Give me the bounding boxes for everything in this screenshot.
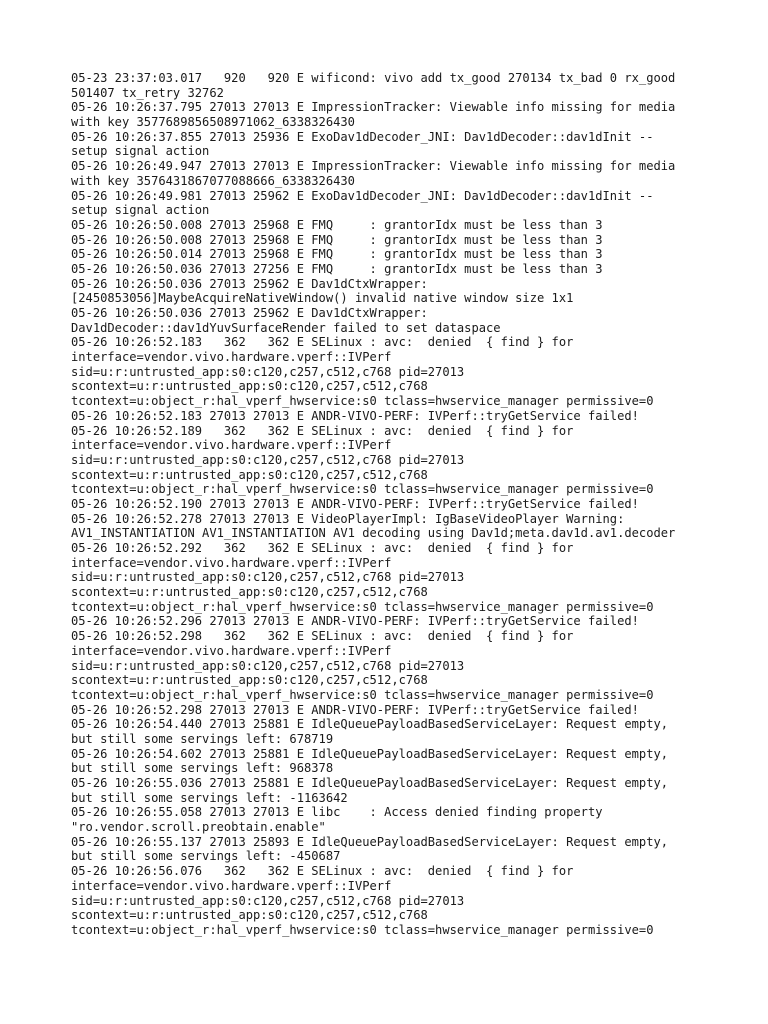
log-line: 05-26 10:26:50.036 27013 25962 E Dav1dCtxWrapper:	[71, 306, 428, 320]
log-line: 05-26 10:26:52.298 362 362 E SELinux : avc: denied { find } for	[71, 629, 574, 644]
log-line: but still some servings left: 678719	[71, 731, 334, 746]
log-line: 05-26 10:26:50.036 27013 27256 E FMQ : grantorIdx must be less than 3	[71, 261, 603, 276]
log-line: tcontext=u:object_r:hal_vperf_hwservice:s0 tclass=hwservice_manager permissive=0	[71, 482, 654, 497]
log-line: 05-26 10:26:52.278 27013 27013 E VideoPlayerImpl: IgBaseVideoPlayer Warning:	[71, 511, 625, 526]
log-line: interface=vendor.vivo.hardware.vperf::IVPerf	[71, 350, 392, 365]
log-line: 05-26 10:26:50.036 27013 25962 E Dav1dCtxWrapper:	[71, 276, 428, 291]
log-line: 05-26 10:26:37.795 27013 27013 E ImpressionTracker: Viewable info missing for media	[71, 100, 676, 115]
log-line: 501407 tx_retry 32762	[71, 85, 224, 100]
log-line: setup signal action	[71, 203, 210, 218]
log-line: 05-26 10:26:50.008 27013 25968 E FMQ : grantorIdx must be less than 3	[71, 232, 603, 247]
log-line: scontext=u:r:untrusted_app:s0:c120,c257,c512,c768	[71, 585, 428, 600]
log-line: 05-23 23:37:03.017 920 920 E wificond: vivo add tx_good 270134 tx_bad 0 rx_good	[71, 71, 676, 85]
log-line: sid=u:r:untrusted_app:s0:c120,c257,c512,c768 pid=27013	[71, 658, 465, 673]
log-line: sid=u:r:untrusted_app:s0:c120,c257,c512,c768 pid=27013	[71, 570, 465, 585]
log-line: 05-26 10:26:52.183 362 362 E SELinux : avc: denied { find } for	[71, 335, 574, 350]
log-line: sid=u:r:untrusted_app:s0:c120,c257,c512,c768 pid=27013	[71, 893, 465, 908]
log-line: 05-26 10:26:49.947 27013 27013 E ImpressionTracker: Viewable info missing for media	[71, 159, 676, 174]
log-line: tcontext=u:object_r:hal_vperf_hwservice:s0 tclass=hwservice_manager permissive=0	[71, 687, 654, 702]
log-line: setup signal action	[71, 144, 210, 159]
log-line: interface=vendor.vivo.hardware.vperf::IVPerf	[71, 555, 392, 570]
log-line: tcontext=u:object_r:hal_vperf_hwservice:s0 tclass=hwservice_manager permissive=0	[71, 922, 654, 937]
log-line: but still some servings left: 968378	[71, 761, 334, 776]
log-line: 05-26 10:26:56.076 362 362 E SELinux : avc: denied { find } for	[71, 864, 574, 879]
log-line: 05-26 10:26:55.036 27013 25881 E IdleQueuePayloadBasedServiceLayer: Request empty,	[71, 776, 669, 790]
log-line: 05-26 10:26:37.855 27013 25936 E ExoDav1dDecoder_JNI: Dav1dDecoder::dav1dInit --	[71, 129, 654, 144]
log-line: sid=u:r:untrusted_app:s0:c120,c257,c512,c768 pid=27013	[71, 452, 465, 467]
log-line: 05-26 10:26:52.189 362 362 E SELinux : avc: denied { find } for	[71, 423, 574, 438]
log-line: sid=u:r:untrusted_app:s0:c120,c257,c512,c768 pid=27013	[71, 364, 465, 379]
log-line: with key 3576431867077088666_6338326430	[71, 173, 355, 188]
log-line: 05-26 10:26:52.296 27013 27013 E ANDR-VIVO-PERF: IVPerf::tryGetService failed!	[71, 614, 639, 629]
log-line: 05-26 10:26:52.292 362 362 E SELinux : avc: denied { find } for	[71, 541, 574, 555]
log-line: 05-26 10:26:54.602 27013 25881 E IdleQueuePayloadBasedServiceLayer: Request empty,	[71, 746, 669, 761]
log-line: 05-26 10:26:55.058 27013 27013 E libc : Access denied finding property	[71, 805, 603, 820]
log-line: scontext=u:r:untrusted_app:s0:c120,c257,c512,c768	[71, 467, 428, 482]
log-line: 05-26 10:26:50.014 27013 25968 E FMQ : grantorIdx must be less than 3	[71, 247, 603, 262]
log-line: tcontext=u:object_r:hal_vperf_hwservice:s0 tclass=hwservice_manager permissive=0	[71, 394, 654, 409]
log-line: interface=vendor.vivo.hardware.vperf::IVPerf	[71, 878, 392, 893]
log-line: tcontext=u:object_r:hal_vperf_hwservice:s0 tclass=hwservice_manager permissive=0	[71, 599, 654, 614]
log-line: 05-26 10:26:54.440 27013 25881 E IdleQueuePayloadBasedServiceLayer: Request empty,	[71, 717, 669, 732]
log-line: 05-26 10:26:50.008 27013 25968 E FMQ : grantorIdx must be less than 3	[71, 217, 603, 232]
log-text-block	[71, 71, 711, 938]
log-line: but still some servings left: -450687	[71, 849, 341, 864]
log-line: 05-26 10:26:49.981 27013 25962 E ExoDav1dDecoder_JNI: Dav1dDecoder::dav1dInit --	[71, 188, 654, 203]
log-line: Dav1dDecoder::dav1dYuvSurfaceRender failed to set dataspace	[71, 320, 501, 335]
log-line: interface=vendor.vivo.hardware.vperf::IVPerf	[71, 643, 392, 658]
log-line: "ro.vendor.scroll.preobtain.enable"	[71, 820, 326, 835]
log-line: 05-26 10:26:55.137 27013 25893 E IdleQueuePayloadBasedServiceLayer: Request empty,	[71, 834, 669, 849]
log-line: scontext=u:r:untrusted_app:s0:c120,c257,c512,c768	[71, 379, 428, 394]
log-line: but still some servings left: -1163642	[71, 790, 348, 805]
log-line: scontext=u:r:untrusted_app:s0:c120,c257,c512,c768	[71, 673, 428, 688]
log-line: interface=vendor.vivo.hardware.vperf::IVPerf	[71, 438, 392, 453]
log-line: [2450853056]MaybeAcquireNativeWindow() invalid native window size 1x1	[71, 291, 574, 306]
log-line: scontext=u:r:untrusted_app:s0:c120,c257,c512,c768	[71, 908, 428, 923]
log-line: 05-26 10:26:52.298 27013 27013 E ANDR-VIVO-PERF: IVPerf::tryGetService failed!	[71, 702, 639, 717]
log-line: AV1_INSTANTIATION AV1_INSTANTIATION AV1 decoding using Dav1d;meta.dav1d.av1.decoder	[71, 526, 676, 541]
log-line: 05-26 10:26:52.190 27013 27013 E ANDR-VIVO-PERF: IVPerf::tryGetService failed!	[71, 496, 639, 511]
log-line: with key 3577689856508971062_6338326430	[71, 115, 355, 130]
log-line: 05-26 10:26:52.183 27013 27013 E ANDR-VIVO-PERF: IVPerf::tryGetService failed!	[71, 408, 639, 423]
